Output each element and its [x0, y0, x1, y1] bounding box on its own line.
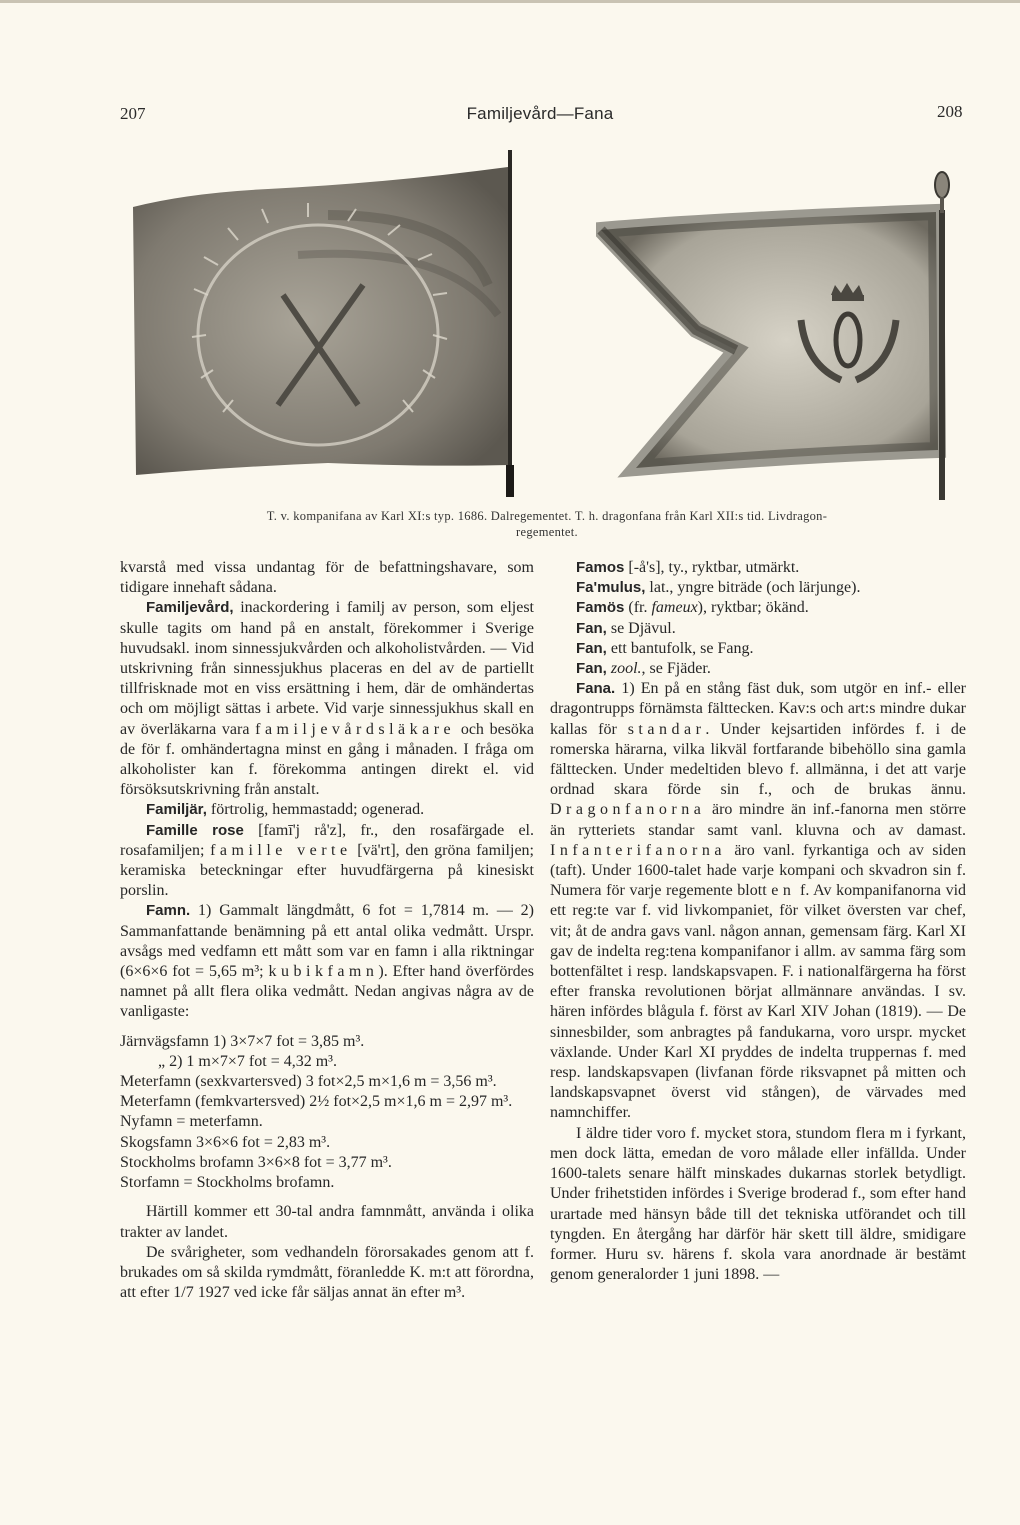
- paragraph-aldre-tider: I äldre tider voro f. mycket stora, stundom flera m i fyrkant, men dock lätta, emedan de voro målade eller infällda. Under 1600-talets senare hälft minskades dukarnas storlek betydligt. Under frihetstiden infördes i Sverige broderad f., som efter hand urartade med hänsyn både till det tekniska utförandet och till tyngden. En återgång har därför här skett till äldre, smidigare former. Huru sv. härens f. skola vara anordnade är bestämt genom generalorder 1 juni 1898. —: [550, 1124, 966, 1284]
- flag-photo-right: [596, 150, 956, 500]
- caption-line-2: regementet.: [516, 525, 578, 539]
- entry-famos-fr: Famös (fr. fameux), ryktbar; ökänd.: [576, 599, 809, 617]
- paragraph-continuation: kvarstå med vissa undantag för de befattningshavare, som tidigare innehaft sådana.: [120, 559, 534, 597]
- measure-item: Meterfamn (sexkvartersved) 3 fot×2,5 m×1,6 m = 3,56 m³.: [120, 1073, 497, 1091]
- entry-fan-3: Fan, zool., se Fjäder.: [576, 660, 711, 678]
- page-number-left: 207: [120, 104, 146, 123]
- headword-fana: Fana.: [576, 680, 616, 698]
- headword-familjevard: Familjevård,: [146, 599, 234, 617]
- spaced-term: famille verte: [210, 841, 352, 859]
- entry-famille-rose: Famille rose [famī'j rå'z], fr., den rosafärgade el. rosafamiljen; famille verte [vä'rt], den gröna familjen; keramiska beteckningar efter huvudfärgerna på kinesiskt porslin.: [120, 821, 534, 900]
- entry-famos: Famos [-å's], ty., ryktbar, utmärkt.: [576, 559, 800, 576]
- text-column-right: [550, 558, 966, 1285]
- measure-item: Nyfamn = meterfamn.: [120, 1113, 263, 1131]
- measure-item: Storfamn = Stockholms brofamn.: [120, 1174, 335, 1192]
- entry-fan-1: Fan, se Djävul.: [576, 619, 676, 637]
- text-column-left: [120, 558, 534, 1303]
- caption-line-1: T. v. kompanifana av Karl XI:s typ. 1686. Dalregementet. T. h. dragonfana från Karl XII:s tid. Livdragon-: [266, 509, 828, 523]
- headword-famille-rose: Famille rose: [146, 821, 244, 839]
- headword-famn: Famn.: [146, 902, 191, 920]
- spaced-term: familjevårdsläkare: [255, 720, 456, 738]
- running-head: Familjevård—Fana: [466, 104, 614, 123]
- spaced-term: kubikfamn: [268, 963, 379, 981]
- headword-familjar: Familjär,: [146, 801, 207, 819]
- measure-item: Stockholms brofamn 3×6×8 fot = 3,77 m³.: [120, 1153, 392, 1171]
- entry-familjar: Familjär, förtrolig, hemmastadd; ogenerad.: [146, 801, 425, 819]
- measure-item: Meterfamn (femkvartersved) 2½ fot×2,5 m×1,6 m = 2,97 m³.: [120, 1093, 513, 1111]
- figure-caption: [122, 508, 972, 540]
- entry-fan-2: Fan, ett bantufolk, se Fang.: [576, 639, 754, 657]
- page-top-edge: [0, 0, 1020, 3]
- flag-photo-left: [128, 145, 520, 500]
- measure-item: „ 2) 1 m×7×7 fot = 4,32 m³.: [158, 1052, 337, 1070]
- measures-list: [120, 1032, 534, 1194]
- measure-item: Järnvägsfamn 1) 3×7×7 fot = 3,85 m³.: [120, 1032, 365, 1050]
- entry-fana: Fana. 1) En på en stång fäst duk, som utgör en inf.- eller dragontrupps förnämsta fälttecken. Kav:s och art:s mindre dukar kallas för standar. Under kejsartiden infördes f. i de romerska härarna, vilka likväl fortfarande bibehöllo sina gamla fälttecken. Under medeltiden blevo f. allmänna, i det att varje ordnad skara förde sin f., och de brukas ännu. Dragonfanorna äro mindre än inf.-fanorna men större än rytteriets standar samt vanl. kluvna och av damast. Infanterifanorna äro vanl. fyrkantiga och av siden (taft). Under 1600-talet hade varje kompani och skvadron sin f. Numera för varje regemente blott en f. Av kompanifanorna vid ett reg:te var f. vid livkompaniet, för vilket översten var chef, vit; åt de andra gavs vanl. någon annan, gemensam färg. Karl XI gav de indelta reg:tena kompanifanor i allm. av samma färg som bottenfältet i resp. landskapsvapen. F. i nationalfärgerna ha först efter franska revolutionen börjat allmännare användas. I sv. hären infördes blågula f. först av Karl XIV Johan (1819). — De sinnesbilder, som anbragtes på fandukarna, voro urspr. mycket växlande. Under Karl XI pryddes de indelta truppernas f. med resp. landskapsvapen (livfanan förde riksvapnet på mitten och landskapsvapnet överst vid stången), de värvades med namnchiffer.: [550, 680, 967, 1122]
- entry-famn: Famn. 1) Gammalt längdmått, 6 fot = 1,7814 m. — 2) Sammanfattande benämning på ett antal olika vedmått. Urspr. avsågs med vedfamn ett mått som var en famn i alla riktningar (6×6×6 fot = 5,65 m³; kubikfamn). Efter hand överfördes namnet på allt flera olika vedmått. Nedan angivas några av de vanligaste:: [120, 902, 535, 1021]
- entry-familjevard: Familjevård, inackordering i familj av person, som eljest skulle tagits om hand på en anstalt, förekommer i Sverige huvudsakl. inom sinnessjukvården och alkoholistvården. — Vid utskrivning från sinnessjukhus placeras en del av de partiellt tillfrisknade mot en viss ersättning i hem, där de omhändertas och om möjligt sättas i arbete. Vid varje sinnessjukhus skall en av överläkarna vara familjevårdsläkare och besöka de för f. omhändertagna minst en gång i månaden. I fråga om alkoholister kan f. förekomma antingen direkt el. vid försöksutskrivning från anstalt.: [120, 599, 534, 799]
- measure-item: Skogsfamn 3×6×6 fot = 2,83 m³.: [120, 1133, 331, 1151]
- page-number-right: 208: [937, 102, 963, 121]
- paragraph-hartill: Härtill kommer ett 30-tal andra famnmått, använda i olika trakter av landet.: [120, 1203, 534, 1241]
- entry-famulus: Fa'mulus, lat., yngre biträde (och lärjunge).: [576, 579, 861, 597]
- paragraph-svarigheter: De svårigheter, som vedhandeln förorsakades genom att f. brukades om så skilda rymdmått, föranledde K. m:t att förordna, att efter 1/7 1927 ved icke får säljas annat än efter m³.: [120, 1243, 534, 1302]
